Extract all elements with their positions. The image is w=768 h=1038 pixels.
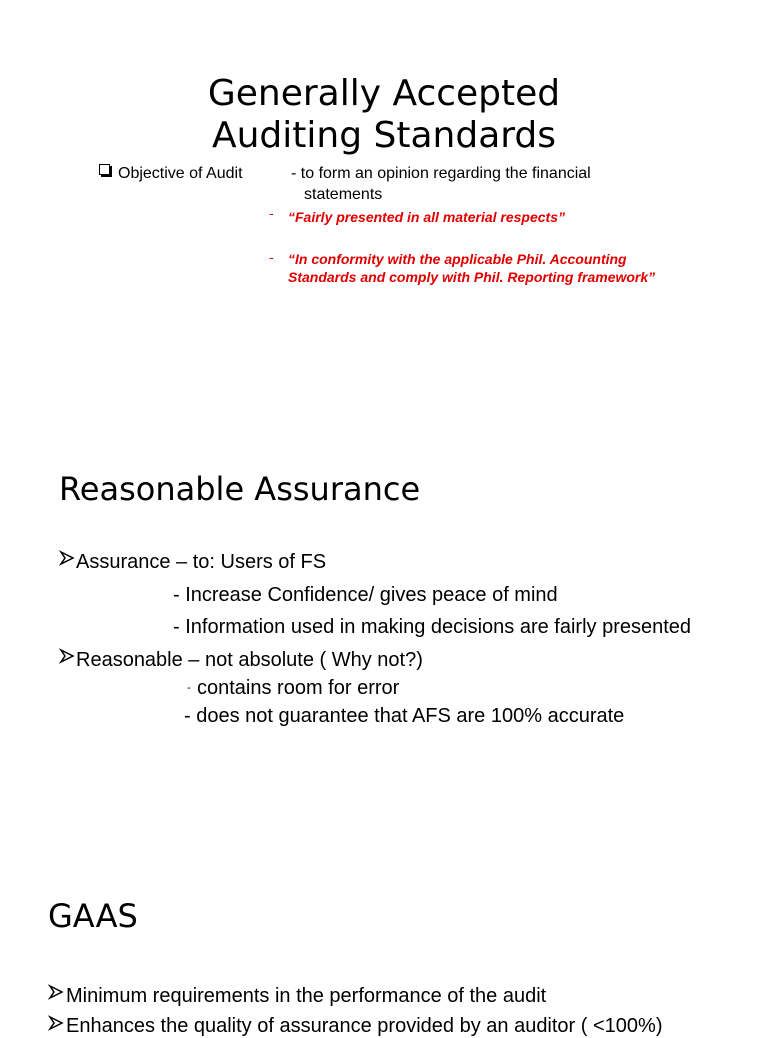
- reasonable-line: Reasonable – not absolute ( Why not?): [76, 649, 423, 671]
- assurance-sub1: - Increase Confidence/ gives peace of mind: [173, 584, 558, 606]
- reasonable-assurance-heading: Reasonable Assurance: [59, 470, 421, 508]
- slide1-title-line1: Generally Accepted: [207, 73, 561, 114]
- red-point-conformity-line2: Standards and comply with Phil. Reporting framework”: [288, 269, 656, 285]
- reasonable-sub2: - does not guarantee that AFS are 100% accurate: [184, 705, 625, 727]
- checkbox-bullet-icon: [99, 164, 110, 175]
- red-point-conformity-line1: “In conformity with the applicable Phil. Accounting: [288, 251, 627, 267]
- arrow-bullet-icon: [49, 1016, 63, 1030]
- objective-desc-line1: - to form an opinion regarding the financial: [291, 165, 591, 182]
- objective-label: Objective of Audit: [118, 165, 243, 182]
- red-dash-2: -: [269, 249, 274, 265]
- red-point-fairly-presented: “Fairly presented in all material respects”: [288, 209, 566, 225]
- arrow-bullet-icon: [60, 649, 74, 663]
- assurance-line: Assurance – to: Users of FS: [76, 551, 327, 573]
- gaas-bullet1: Minimum requirements in the performance of the audit: [66, 985, 547, 1007]
- red-dash-1: -: [269, 205, 274, 221]
- arrow-bullet-icon: [60, 551, 74, 565]
- arrow-bullet-icon: [49, 985, 63, 999]
- gaas-heading: GAAS: [48, 897, 138, 935]
- reasonable-sub1: contains room for error: [197, 677, 400, 699]
- assurance-sub2: - Information used in making decisions are fairly presented: [173, 616, 692, 638]
- reasonable-sub1-dash: -: [187, 682, 191, 694]
- objective-desc-line2: statements: [304, 186, 383, 203]
- gaas-bullet2: Enhances the quality of assurance provided by an auditor ( <100%): [66, 1015, 663, 1037]
- slide1-title-line2: Auditing Standards: [211, 115, 557, 156]
